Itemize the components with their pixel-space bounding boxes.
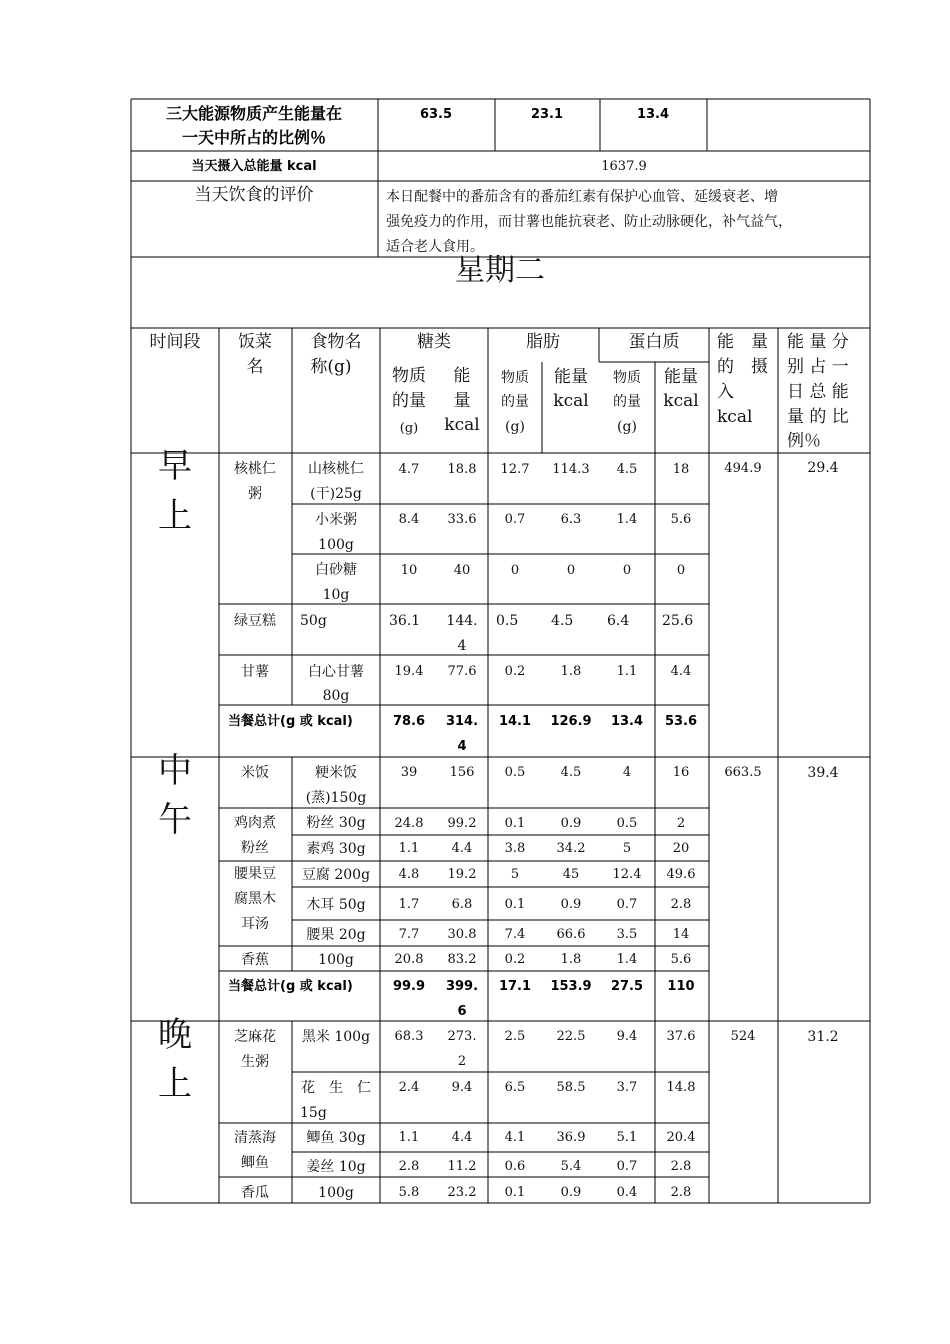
header-share-l3: 日 总 能 bbox=[787, 382, 849, 402]
fat-energy: 34.2 bbox=[556, 841, 586, 856]
food-name: 木耳 50g bbox=[306, 897, 366, 913]
fat-energy: 0 bbox=[566, 563, 576, 578]
carb-energy: 77.6 bbox=[447, 664, 477, 679]
fat-energy: 22.5 bbox=[556, 1029, 586, 1044]
food-name: 花 生 仁 bbox=[301, 1080, 371, 1096]
header-protein-amount-l3: (g) bbox=[617, 419, 637, 435]
protein-energy: 2.8 bbox=[670, 1159, 692, 1174]
header-intake-l3: 入 bbox=[717, 382, 734, 402]
protein-energy: 16 bbox=[672, 765, 690, 780]
fat-amount: 3.8 bbox=[504, 841, 526, 856]
fat-amount: 7.4 bbox=[504, 927, 526, 942]
protein-energy: 37.6 bbox=[666, 1029, 696, 1044]
protein-amount: 5.1 bbox=[616, 1130, 638, 1145]
fat-amount: 0 bbox=[510, 563, 520, 578]
header-carb-energy-l1: 能 bbox=[453, 366, 471, 386]
carb-energy: 4.4 bbox=[451, 1130, 473, 1145]
total-fat-amount: 17.1 bbox=[498, 979, 532, 994]
carb-energy: 4.4 bbox=[451, 841, 473, 856]
dish-mungbean-cake: 绿豆糕 bbox=[234, 613, 276, 629]
fat-amount: 0.1 bbox=[504, 897, 526, 912]
fat-amount: 0.6 bbox=[504, 1159, 526, 1174]
food-name-cont: 15g bbox=[300, 1105, 327, 1121]
fat-energy: 5.4 bbox=[560, 1159, 582, 1174]
carb-amount: 1.7 bbox=[398, 897, 420, 912]
lunch-label-1: 中 bbox=[158, 751, 192, 791]
carb-amount: 2.8 bbox=[398, 1159, 420, 1174]
protein-energy: 2.8 bbox=[670, 1185, 692, 1200]
food-name: 山核桃仁 bbox=[308, 461, 364, 477]
protein-amount: 4.5 bbox=[616, 462, 638, 477]
ratio-protein-value: 13.4 bbox=[636, 107, 670, 122]
protein-amount: 0.7 bbox=[616, 897, 638, 912]
dinner-share: 31.2 bbox=[807, 1029, 839, 1045]
food-name-cont: (蒸)150g bbox=[305, 790, 367, 806]
carb-amount: 10 bbox=[400, 563, 418, 578]
protein-amount: 3.5 bbox=[616, 927, 638, 942]
dish-walnut-porridge-l1: 核桃仁 bbox=[234, 461, 276, 477]
food-name: 素鸡 30g bbox=[306, 841, 366, 857]
fat-amount: 6.5 bbox=[504, 1080, 526, 1095]
fat-energy: 0.9 bbox=[560, 816, 582, 831]
header-fat-amount-l3: (g) bbox=[505, 419, 525, 435]
protein-energy: 4.4 bbox=[670, 664, 692, 679]
breakfast-share: 29.4 bbox=[807, 460, 839, 476]
total-carb-amount: 78.6 bbox=[392, 714, 426, 729]
protein-energy: 25.6 bbox=[662, 613, 694, 629]
carb-amount: 4.8 bbox=[398, 867, 420, 882]
food-name: 50g bbox=[300, 613, 327, 629]
header-protein-amount-l2: 的量 bbox=[613, 394, 641, 410]
carb-amount: 68.3 bbox=[394, 1029, 424, 1044]
carb-energy: 19.2 bbox=[447, 867, 477, 882]
fat-energy: 0.9 bbox=[560, 1185, 582, 1200]
header-carb-amount-l1: 物质 bbox=[392, 366, 426, 386]
header-period: 时间段 bbox=[149, 332, 201, 352]
protein-amount: 3.7 bbox=[616, 1080, 638, 1095]
carb-amount: 19.4 bbox=[394, 664, 424, 679]
total-carb-amount: 99.9 bbox=[392, 979, 426, 994]
food-name: 粳米饭 bbox=[315, 765, 357, 781]
carb-amount: 8.4 bbox=[398, 512, 420, 527]
evaluation-text-line2: 强免疫力的作用，而甘薯也能抗衰老、防止动脉硬化，补气益气， bbox=[386, 214, 792, 230]
total-fat-energy: 126.9 bbox=[550, 714, 592, 729]
total-carb-energy: 314. bbox=[445, 714, 479, 729]
food-name: 姜丝 10g bbox=[306, 1159, 366, 1175]
breakfast-label-2: 上 bbox=[158, 496, 192, 536]
protein-amount: 0.4 bbox=[616, 1185, 638, 1200]
ratio-label-line2: 一天中所占的比例％ bbox=[181, 128, 327, 147]
protein-amount: 5 bbox=[622, 841, 632, 856]
fat-amount: 12.7 bbox=[500, 462, 530, 477]
header-fat-energy-l1: 能量 bbox=[554, 367, 588, 387]
carb-energy: 9.4 bbox=[451, 1080, 473, 1095]
carb-amount: 1.1 bbox=[398, 1130, 420, 1145]
carb-energy: 83.2 bbox=[447, 952, 477, 967]
header-intake-l4: kcal bbox=[717, 407, 753, 427]
total-protein-energy: 53.6 bbox=[664, 714, 698, 729]
carb-amount: 2.4 bbox=[398, 1080, 420, 1095]
header-protein: 蛋白质 bbox=[628, 332, 680, 352]
header-carb: 糖类 bbox=[417, 332, 451, 352]
dish-banana: 香蕉 bbox=[241, 952, 269, 968]
protein-amount: 1.4 bbox=[616, 952, 638, 967]
header-dish-line1: 饭菜 bbox=[238, 332, 272, 352]
lunch-share: 39.4 bbox=[807, 765, 839, 781]
header-protein-energy-l2: kcal bbox=[663, 391, 699, 411]
food-name-cont: 10g bbox=[322, 587, 350, 603]
fat-amount: 2.5 bbox=[504, 1029, 526, 1044]
protein-energy: 5.6 bbox=[670, 952, 692, 967]
protein-amount: 12.4 bbox=[612, 867, 642, 882]
protein-energy: 20 bbox=[672, 841, 690, 856]
fat-amount: 0.5 bbox=[496, 613, 519, 629]
food-name: 粉丝 30g bbox=[306, 815, 366, 831]
header-food-line1: 食物名 bbox=[310, 332, 362, 352]
header-intake-l2: 的 摄 bbox=[717, 357, 768, 377]
header-intake-l1: 能 量 bbox=[717, 332, 768, 352]
header-protein-amount-l1: 物质 bbox=[613, 370, 641, 386]
header-share-l4: 量 的 比 bbox=[787, 407, 849, 427]
evaluation-label: 当天饮食的评价 bbox=[194, 185, 314, 205]
header-carb-energy-l3: kcal bbox=[444, 415, 480, 435]
fat-energy: 1.8 bbox=[560, 952, 582, 967]
protein-amount: 1.1 bbox=[616, 664, 638, 679]
carb-energy: 156 bbox=[449, 765, 475, 780]
header-share-l1: 能 量 分 bbox=[787, 332, 849, 352]
fat-energy: 66.6 bbox=[556, 927, 586, 942]
carb-energy-cont: 2 bbox=[457, 1054, 467, 1069]
dinner-label-2: 上 bbox=[158, 1064, 192, 1104]
ratio-fat-value: 23.1 bbox=[530, 107, 564, 122]
evaluation-text-line1: 本日配餐中的番茄含有的番茄红素有保护心血管、延缓衰老、增 bbox=[386, 189, 778, 205]
protein-amount: 0.7 bbox=[616, 1159, 638, 1174]
protein-amount: 4 bbox=[622, 765, 632, 780]
header-dish-line2: 名 bbox=[246, 357, 264, 377]
food-name: 白心甘薯 bbox=[308, 664, 364, 680]
carb-energy: 30.8 bbox=[447, 927, 477, 942]
header-protein-energy-l1: 能量 bbox=[664, 367, 698, 387]
header-carb-amount-l3: (g) bbox=[399, 421, 419, 436]
food-name: 腰果 20g bbox=[306, 927, 366, 943]
header-food-line2: 称(g) bbox=[310, 357, 352, 377]
total-carb-energy: 399. bbox=[445, 979, 479, 994]
fat-amount: 0.1 bbox=[504, 1185, 526, 1200]
total-fat-energy: 153.9 bbox=[550, 979, 592, 994]
breakfast-label-1: 早 bbox=[158, 446, 192, 486]
carb-energy: 6.8 bbox=[451, 897, 473, 912]
fat-energy: 58.5 bbox=[556, 1080, 586, 1095]
dish-chicken-noodles-l1: 鸡肉煮 bbox=[234, 815, 276, 831]
protein-energy: 49.6 bbox=[666, 867, 696, 882]
fat-energy: 4.5 bbox=[551, 613, 574, 629]
dish-steamed-fish-l2: 鲫鱼 bbox=[241, 1155, 269, 1171]
fat-amount: 0.2 bbox=[504, 952, 526, 967]
fat-amount: 0.1 bbox=[504, 816, 526, 831]
header-fat-amount-l2: 的量 bbox=[501, 394, 529, 410]
day-title: 星期二 bbox=[455, 253, 545, 288]
header-share-l5: 例％ bbox=[787, 431, 821, 451]
header-share-l2: 别 占 一 bbox=[787, 357, 849, 377]
food-name: 小米粥 bbox=[315, 512, 357, 528]
carb-amount: 24.8 bbox=[394, 816, 424, 831]
food-name-cont: 80g bbox=[322, 688, 350, 704]
carb-energy: 40 bbox=[453, 563, 471, 578]
header-carb-amount-l2: 的量 bbox=[392, 391, 426, 411]
evaluation-text-line3: 适合老人食用。 bbox=[386, 239, 484, 255]
header-fat: 脂肪 bbox=[526, 332, 560, 352]
lunch-label-2: 午 bbox=[158, 800, 192, 840]
protein-amount: 1.4 bbox=[616, 512, 638, 527]
fat-energy: 36.9 bbox=[556, 1130, 586, 1145]
protein-energy: 0 bbox=[676, 563, 686, 578]
food-name: 豆腐 200g bbox=[301, 867, 371, 883]
header-fat-amount-l1: 物质 bbox=[501, 370, 529, 386]
food-name-cont: (干)25g bbox=[310, 486, 362, 502]
total-protein-amount: 27.5 bbox=[610, 979, 644, 994]
dish-tofu-soup-l1: 腰果豆 bbox=[234, 866, 276, 882]
food-name: 100g bbox=[318, 1185, 354, 1201]
fat-amount: 0.2 bbox=[504, 664, 526, 679]
meal-total-label: 当餐总计(g 或 kcal) bbox=[228, 714, 353, 729]
carb-energy: 18.8 bbox=[447, 462, 477, 477]
protein-energy: 14.8 bbox=[666, 1080, 696, 1095]
dish-sesame-porridge-l1: 芝麻花 bbox=[234, 1029, 276, 1045]
carb-amount: 39 bbox=[400, 765, 418, 780]
meal-total-label: 当餐总计(g 或 kcal) bbox=[228, 979, 353, 994]
protein-energy: 5.6 bbox=[670, 512, 692, 527]
fat-energy: 0.9 bbox=[560, 897, 582, 912]
total-energy-label: 当天摄入总能量 kcal bbox=[191, 159, 317, 174]
carb-energy-cont: 4 bbox=[457, 638, 467, 654]
carb-energy: 33.6 bbox=[447, 512, 477, 527]
lunch-intake: 663.5 bbox=[724, 765, 762, 780]
carb-energy: 273. bbox=[447, 1029, 477, 1044]
carb-amount: 36.1 bbox=[389, 613, 421, 629]
carb-energy: 144. bbox=[446, 613, 478, 629]
dish-rice: 米饭 bbox=[241, 765, 269, 781]
ratio-carb-value: 63.5 bbox=[419, 107, 453, 122]
carb-energy: 99.2 bbox=[447, 816, 477, 831]
dinner-intake: 524 bbox=[730, 1029, 756, 1044]
protein-amount: 0 bbox=[622, 563, 632, 578]
food-name-cont: 100g bbox=[318, 537, 354, 553]
total-carb-energy-cont: 4 bbox=[457, 739, 467, 754]
header-carb-energy-l2: 量 bbox=[453, 391, 471, 411]
dish-sweet-potato: 甘薯 bbox=[241, 664, 269, 680]
carb-amount: 1.1 bbox=[398, 841, 420, 856]
food-name: 鲫鱼 30g bbox=[306, 1130, 366, 1146]
protein-energy: 20.4 bbox=[666, 1130, 696, 1145]
dish-sesame-porridge-l2: 生粥 bbox=[241, 1054, 269, 1070]
protein-amount: 6.4 bbox=[607, 613, 630, 629]
fat-energy: 1.8 bbox=[560, 664, 582, 679]
protein-amount: 9.4 bbox=[616, 1029, 638, 1044]
fat-amount: 5 bbox=[510, 867, 520, 882]
fat-amount: 4.1 bbox=[504, 1130, 526, 1145]
total-protein-energy: 110 bbox=[667, 979, 695, 994]
food-name: 黑米 100g bbox=[301, 1029, 371, 1045]
carb-energy: 11.2 bbox=[447, 1159, 477, 1174]
carb-energy: 23.2 bbox=[447, 1185, 477, 1200]
fat-energy: 114.3 bbox=[552, 462, 590, 477]
carb-amount: 7.7 bbox=[398, 927, 420, 942]
fat-energy: 45 bbox=[562, 867, 580, 882]
dish-walnut-porridge-l2: 粥 bbox=[248, 486, 262, 502]
fat-energy: 4.5 bbox=[560, 765, 582, 780]
dish-chicken-noodles-l2: 粉丝 bbox=[241, 840, 269, 856]
carb-amount: 20.8 bbox=[394, 952, 424, 967]
total-fat-amount: 14.1 bbox=[498, 714, 532, 729]
dish-steamed-fish-l1: 清蒸海 bbox=[234, 1130, 276, 1146]
dinner-label-1: 晚 bbox=[158, 1015, 192, 1055]
carb-amount: 4.7 bbox=[398, 462, 420, 477]
total-carb-energy-cont: 6 bbox=[457, 1004, 467, 1019]
protein-amount: 0.5 bbox=[616, 816, 638, 831]
total-protein-amount: 13.4 bbox=[610, 714, 644, 729]
total-energy-value: 1637.9 bbox=[601, 159, 647, 174]
dish-tofu-soup-l3: 耳汤 bbox=[241, 916, 269, 932]
protein-energy: 2.8 bbox=[670, 897, 692, 912]
protein-energy: 14 bbox=[672, 927, 690, 942]
fat-amount: 0.7 bbox=[504, 512, 526, 527]
food-name: 100g bbox=[318, 952, 354, 968]
ratio-label-line1: 三大能源物质产生能量在 bbox=[165, 104, 343, 123]
food-name: 白砂糖 bbox=[315, 562, 357, 578]
carb-amount: 5.8 bbox=[398, 1185, 420, 1200]
dish-tofu-soup-l2: 腐黑木 bbox=[234, 891, 276, 907]
header-fat-energy-l2: kcal bbox=[553, 391, 589, 411]
protein-energy: 18 bbox=[672, 462, 690, 477]
breakfast-intake: 494.9 bbox=[724, 461, 762, 476]
fat-energy: 6.3 bbox=[560, 512, 582, 527]
protein-energy: 2 bbox=[676, 816, 686, 831]
fat-amount: 0.5 bbox=[504, 765, 526, 780]
dish-melon: 香瓜 bbox=[241, 1185, 269, 1201]
